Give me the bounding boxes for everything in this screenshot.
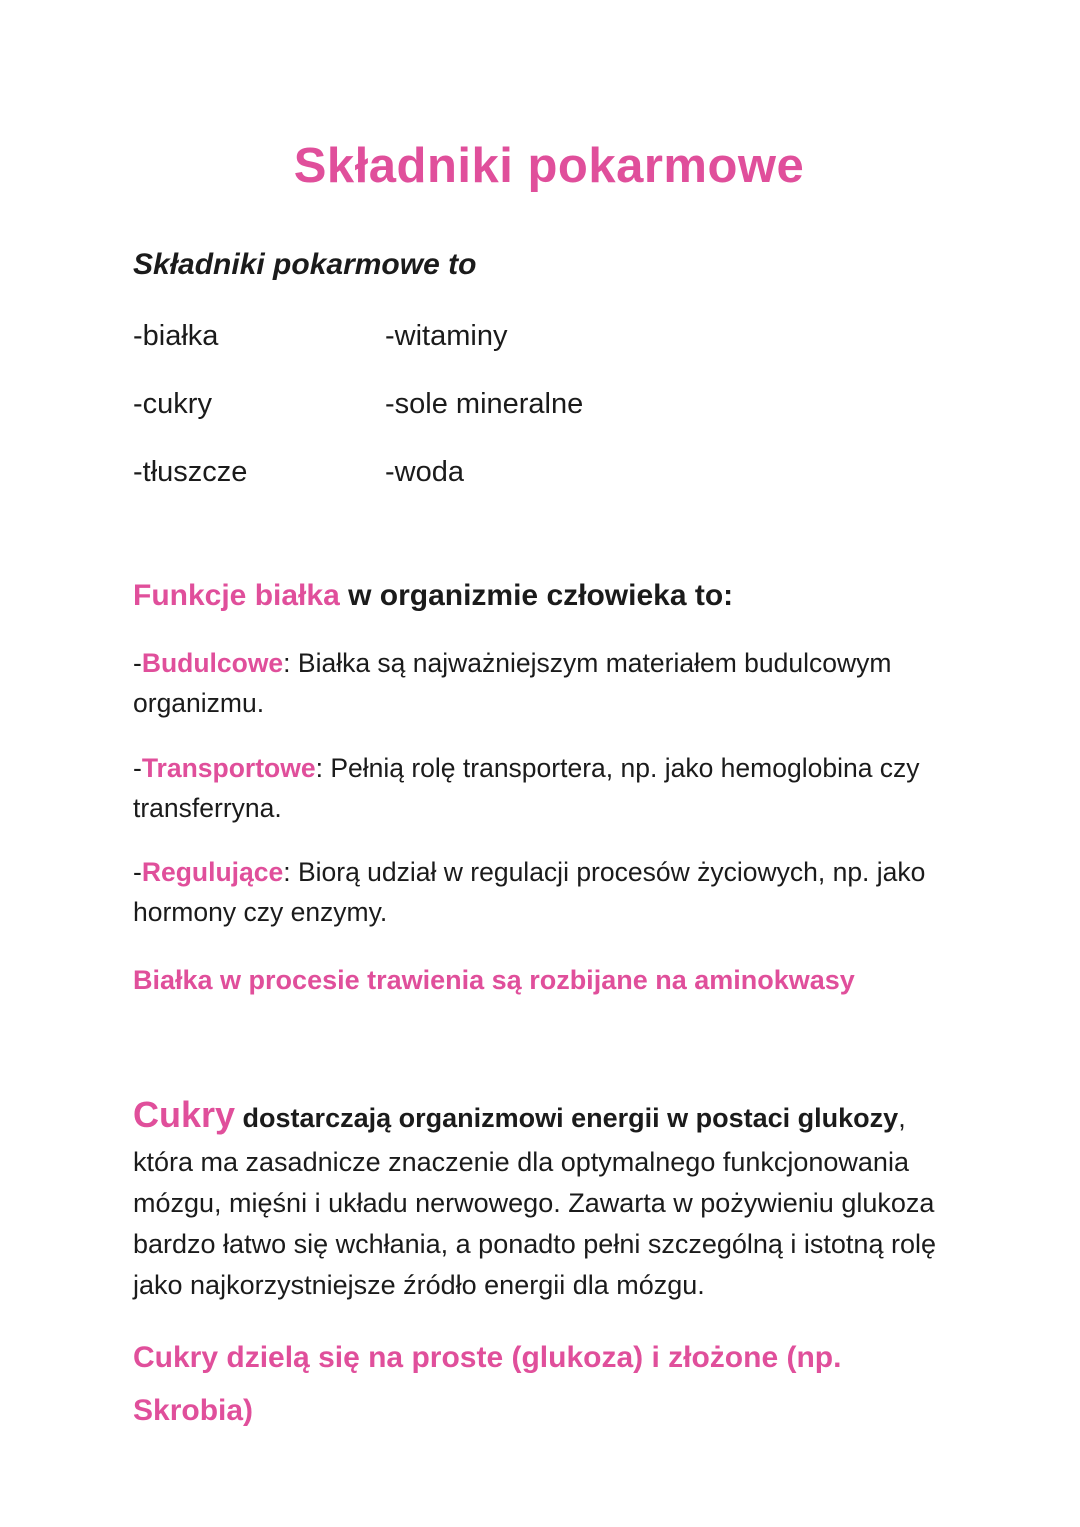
sugar-paragraph bbox=[133, 1088, 965, 1307]
intro-heading: Składniki pokarmowe to bbox=[133, 248, 477, 281]
item-dash: - bbox=[133, 648, 142, 678]
sugar-text: , która ma zasadnicze znaczenie dla optymalnego funkcjonowania mózgu, mięśni i układu nerwowego. Zawarta w pożywieniu glukoza bardzo łatwo się wchłania, a ponadto pełni szczególną i istotną rolę jako najkorzystniejsze źródło energii dla mózgu. bbox=[133, 1102, 936, 1301]
sugar-lead: Cukry bbox=[133, 1093, 236, 1135]
item-dash: - bbox=[133, 857, 142, 888]
page-title: Składniki pokarmowe bbox=[293, 139, 805, 193]
protein-item-budulcowe bbox=[133, 643, 965, 724]
protein-heading-rest: w organizmie człowieka to: bbox=[339, 579, 734, 612]
nutrient-row bbox=[133, 458, 965, 487]
item-term: Regulujące bbox=[141, 857, 284, 888]
protein-note: Białka w procesie trawienia są rozbijane na aminokwasy bbox=[133, 964, 855, 995]
item-text: : Biorą udział w regulacji procesów życiowych, np. jako hormony czy enzymy. bbox=[133, 857, 926, 928]
nutrient-left: -tłuszcze bbox=[133, 456, 248, 488]
item-text: : Białka są najważniejszym materiałem budulcowym organizmu. bbox=[133, 648, 892, 719]
item-term: Transportowe bbox=[141, 752, 316, 783]
protein-heading-accent: Funkcje białka bbox=[133, 579, 340, 612]
nutrient-right: -sole mineralne bbox=[385, 388, 584, 420]
sugar-note: Cukry dzielą się na proste (glukoza) i złożone (np. Skrobia) bbox=[133, 1341, 842, 1427]
nutrient-row bbox=[133, 322, 965, 351]
nutrient-left: -białka bbox=[133, 320, 219, 352]
nutrient-left: -cukry bbox=[133, 388, 212, 420]
item-text: : Pełnią rolę transportera, np. jako hemoglobina czy transferryna. bbox=[133, 752, 920, 823]
nutrient-right: -woda bbox=[385, 456, 464, 488]
nutrient-right: -witaminy bbox=[385, 320, 508, 352]
sugar-bold-text: dostarczają organizmowi energii w postaci glukozy bbox=[235, 1102, 899, 1133]
nutrient-row bbox=[133, 390, 965, 419]
item-term: Budulcowe bbox=[141, 648, 284, 678]
protein-item-regulujace bbox=[133, 852, 965, 933]
protein-item-transportowe bbox=[133, 748, 965, 829]
item-dash: - bbox=[133, 752, 142, 783]
nutrient-list bbox=[133, 322, 965, 487]
protein-section-heading bbox=[133, 579, 965, 613]
